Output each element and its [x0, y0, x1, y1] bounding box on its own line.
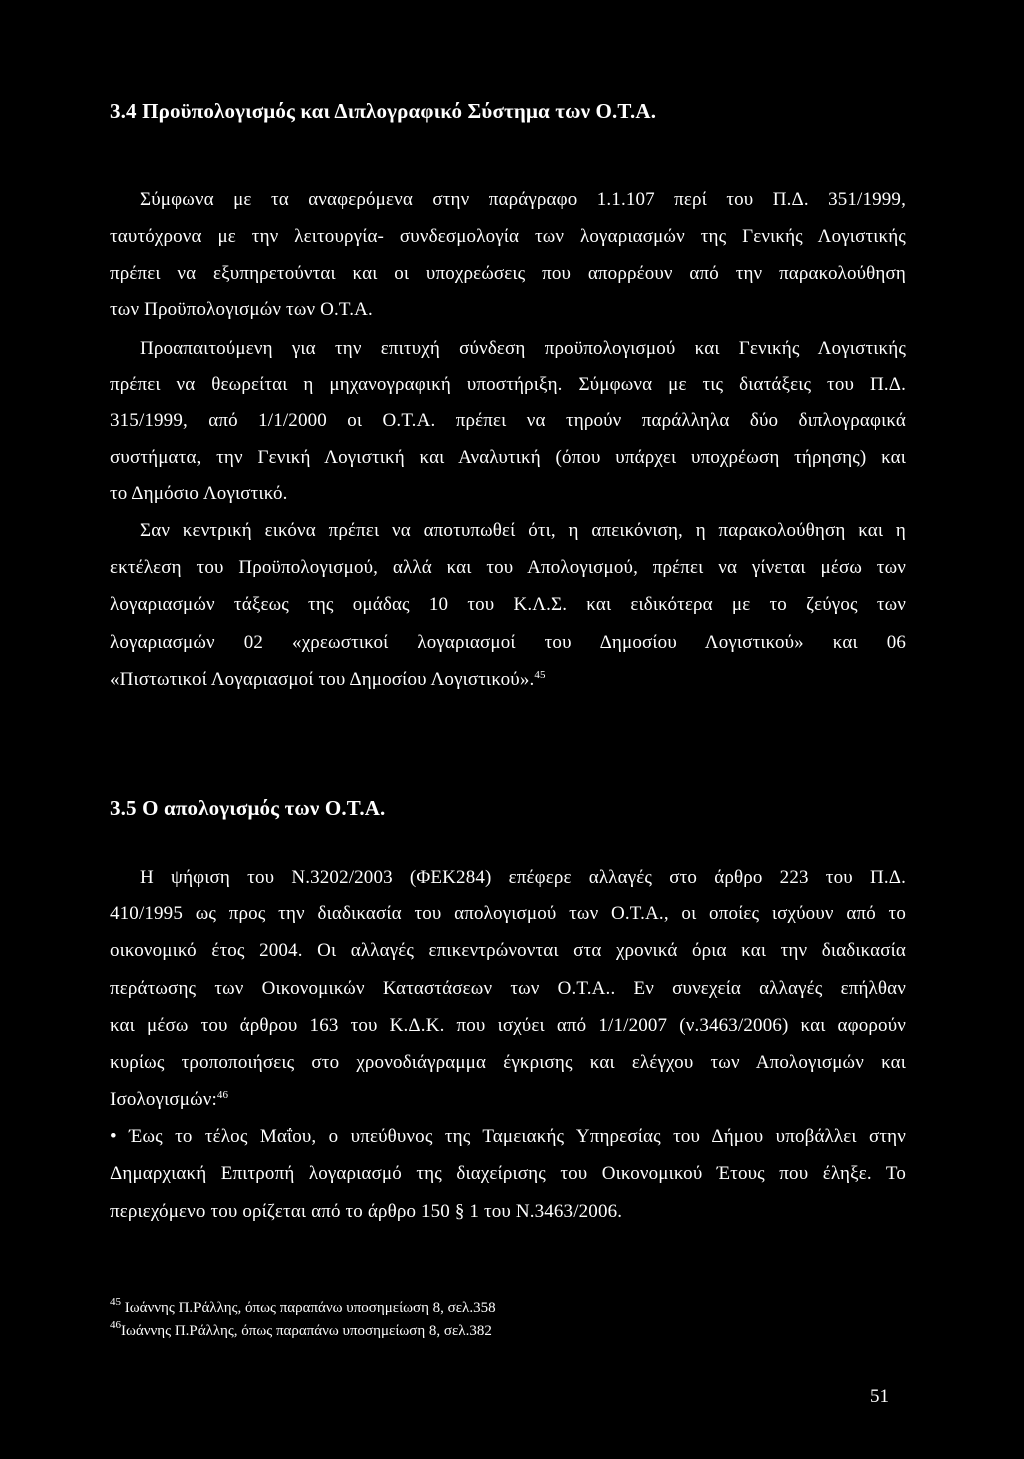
- paragraph-line: πρέπει να θεωρείται η μηχανογραφική υποστήριξη. Σύμφωνα με τις διατάξεις του Π.Δ.: [110, 374, 906, 395]
- paragraph-line: 315/1999, από 1/1/2000 οι Ο.Τ.Α. πρέπει να τηρούν παράλληλα δύο διπλογραφικά: [110, 410, 906, 431]
- paragraph-text: «Πιστωτικοί Λογαριασμοί του Δημοσίου Λογιστικού».: [110, 669, 535, 690]
- paragraph-line: ταυτόχρονα με την λειτουργία- συνδεσμολογία των λογαριασμών της Γενικής Λογιστικής: [110, 226, 906, 247]
- footnote-45: [110, 1298, 496, 1318]
- paragraph-line: περάτωσης των Οικονομικών Καταστάσεων των Ο.Τ.Α.. Εν συνεχεία αλλαγές επήλθαν: [110, 978, 906, 999]
- paragraph-line: κυρίως τροποποιήσεις στο χρονοδιάγραμμα έγκρισης και ελέγχου των Απολογισμών και: [110, 1052, 906, 1073]
- paragraph-line: των Προϋπολογισμών των Ο.Τ.Α.: [110, 299, 373, 320]
- paragraph-line: συστήματα, την Γενική Λογιστική και Αναλυτική (όπου υπάρχει υποχρέωση τήρησης) και: [110, 447, 906, 468]
- paragraph-line: Προαπαιτούμενη για την επιτυχή σύνδεση προϋπολογισμού και Γενικής Λογιστικής: [140, 338, 906, 359]
- bullet-item-line: περιεχόμενο του ορίζεται από το άρθρο 150 § 1 του Ν.3463/2006.: [110, 1201, 623, 1222]
- bullet-item-line: Δημαρχιακή Επιτροπή λογαριασμό της διαχείρισης του Οικονομικού Έτους που έληξε. Το: [110, 1163, 906, 1184]
- footnote-text: Ιωάννης Π.Ράλλης, όπως παραπάνω υποσημείωση 8, σελ.358: [121, 1300, 496, 1316]
- paragraph-line: 410/1995 ως προς την διαδικασία του απολογισμού των Ο.Τ.Α., οι οποίες ισχύουν από το: [110, 903, 906, 924]
- paragraph-line: πρέπει να εξυπηρετούνται και οι υποχρεώσεις που απορρέουν από την παρακολούθηση: [110, 263, 906, 284]
- paragraph-line: [110, 667, 906, 693]
- section-heading-3-5: 3.5 Ο απολογισμός των Ο.Τ.Α.: [110, 796, 386, 820]
- paragraph-line: [110, 1087, 906, 1113]
- footnote-ref-45[interactable]: 45: [534, 669, 546, 681]
- footnote-text: Ιωάννης Π.Ράλλης, όπως παραπάνω υποσημείωση 8, σελ.382: [121, 1323, 492, 1339]
- paragraph-text: Ισολογισμών:: [110, 1089, 217, 1110]
- footnote-number: 45: [110, 1296, 121, 1308]
- page-number: 51: [870, 1386, 889, 1407]
- footnote-46: [110, 1321, 492, 1341]
- paragraph-line: Η ψήφιση του Ν.3202/2003 (ΦΕΚ284) επέφερε αλλαγές στο άρθρο 223 του Π.Δ.: [140, 867, 906, 888]
- paragraph-line: εκτέλεση του Προϋπολογισμού, αλλά και του Απολογισμού, πρέπει να γίνεται μέσω των: [110, 557, 906, 578]
- paragraph-line: Σύμφωνα με τα αναφερόμενα στην παράγραφο 1.1.107 περί του Π.Δ. 351/1999,: [140, 189, 906, 210]
- bullet-item-line: • Έως το τέλος Μαΐου, ο υπεύθυνος της Ταμειακής Υπηρεσίας του Δήμου υποβάλλει στην: [110, 1126, 906, 1147]
- paragraph-line: λογαριασμών 02 «χρεωστικοί λογαριασμοί του Δημοσίου Λογιστικού» και 06: [110, 632, 906, 653]
- footnote-number: 46: [110, 1319, 121, 1331]
- paragraph-line: οικονομικό έτος 2004. Οι αλλαγές επικεντρώνονται στα χρονικά όρια και την διαδικασία: [110, 940, 906, 961]
- paragraph-line: λογαριασμών τάξεως της ομάδας 10 του Κ.Λ.Σ. και ειδικότερα με το ζεύγος των: [110, 594, 906, 615]
- paragraph-line: και μέσω του άρθρου 163 του Κ.Δ.Κ. που ισχύει από 1/1/2007 (ν.3463/2006) και αφορούν: [110, 1015, 906, 1036]
- paragraph-line: το Δημόσιο Λογιστικό.: [110, 483, 288, 504]
- paragraph-line: Σαν κεντρική εικόνα πρέπει να αποτυπωθεί ότι, η απεικόνιση, η παρακολούθηση και η: [140, 520, 906, 541]
- footnote-ref-46[interactable]: 46: [216, 1089, 229, 1101]
- section-heading-3-4: 3.4 Προϋπολογισμός και Διπλογραφικό Σύστημα των Ο.Τ.Α.: [110, 99, 657, 123]
